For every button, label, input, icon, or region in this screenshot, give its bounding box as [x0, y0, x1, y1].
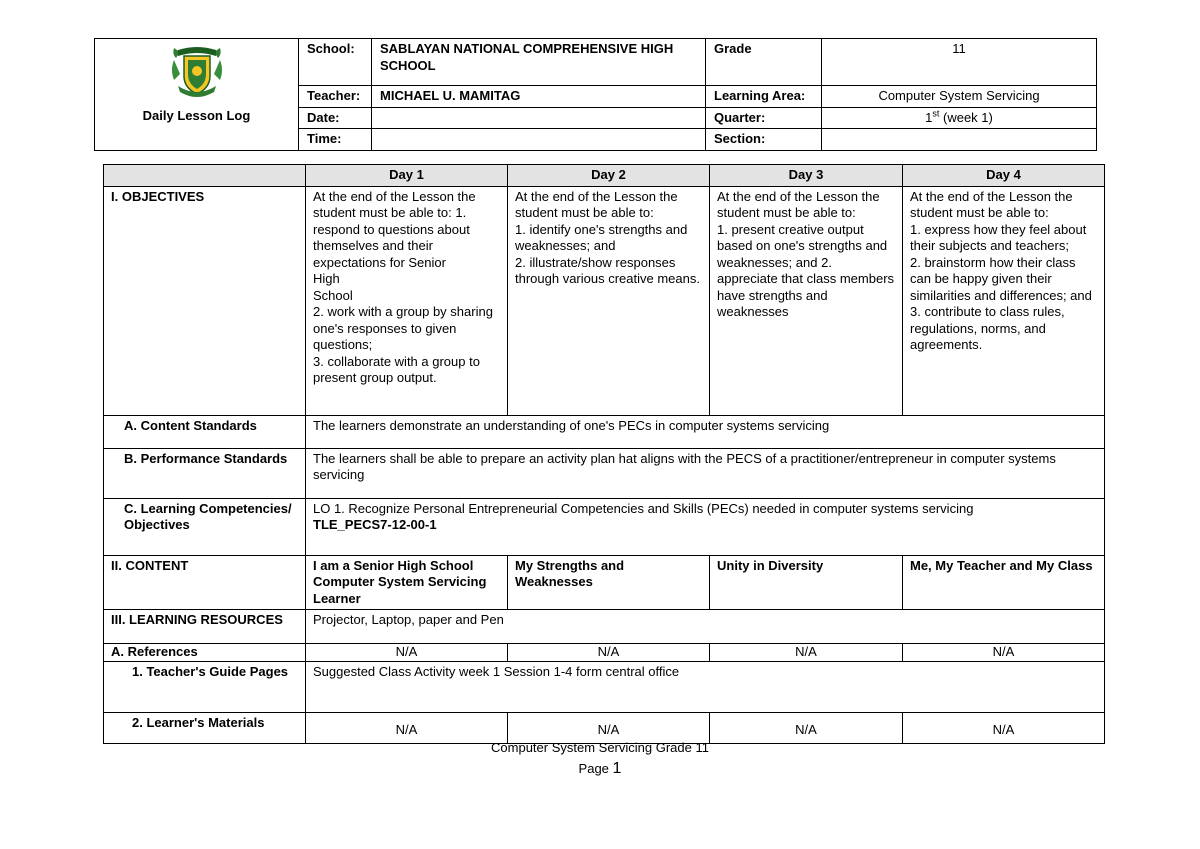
learning-competencies-value: LO 1. Recognize Personal Entrepreneurial Competencies and Skills (PECs) needed in computer systems servicing: [313, 500, 974, 516]
content-day4: Me, My Teacher and My Class: [903, 555, 1105, 610]
performance-standards-label: B. Performance Standards: [104, 448, 306, 498]
content-day1: I am a Senior High School Computer System Servicing Learner: [306, 555, 508, 610]
learners-materials-day3: N/A: [710, 712, 903, 743]
content-day3: Unity in Diversity: [710, 555, 903, 610]
day2-header: Day 2: [508, 165, 710, 187]
references-day2: N/A: [508, 644, 710, 662]
objectives-day1: At the end of the Lesson the student must be able to: 1. respond to questions about themselves and their expectations for Senior High School 2. work with a group by sharing one's responses to given questions; 3. collaborate with a group to present group output.: [306, 186, 508, 415]
quarter-label: Quarter:: [706, 107, 822, 129]
performance-standards-value: The learners shall be able to prepare an activity plan hat aligns with the PECS of a practitioner/entrepreneur in computer systems servicing: [306, 448, 1105, 498]
objectives-day2: At the end of the Lesson the student must be able to: 1. identify one's strengths and weaknesses; and 2. illustrate/show responses through various creative means.: [508, 186, 710, 415]
footer-page: [0, 760, 1200, 778]
learning-area-label: Learning Area:: [706, 86, 822, 108]
day3-header: Day 3: [710, 165, 903, 187]
quarter-week: (week 1): [939, 109, 993, 125]
teacher-label: Teacher:: [299, 86, 372, 108]
learning-competencies-label: C. Learning Competencies/ Objectives: [104, 498, 306, 555]
objectives-label: I. OBJECTIVES: [104, 186, 306, 415]
footer-title: Computer System Servicing Grade 11: [491, 740, 709, 755]
objectives-day4: At the end of the Lesson the student must be able to: 1. express how they feel about their subjects and teachers; 2. brainstorm how their class can be happy given their similarities and differences; and 3. contribute to class rules, regulations, norms, and agreements.: [903, 186, 1105, 415]
logo-cell: [95, 39, 299, 151]
objectives-day3: At the end of the Lesson the student must be able to: 1. present creative output based on one's strengths and weaknesses; and 2. appreciate that class members have strengths and weaknesses: [710, 186, 903, 415]
day4-header: Day 4: [903, 165, 1105, 187]
learning-area-value: Computer System Servicing: [822, 86, 1097, 108]
references-day3: N/A: [710, 644, 903, 662]
references-day4: N/A: [903, 644, 1105, 662]
content-standards-value: The learners demonstrate an understanding of one's PECs in computer systems servicing: [306, 415, 1105, 448]
learning-resources-value: Projector, Laptop, paper and Pen: [306, 610, 1105, 644]
learning-resources-label: III. LEARNING RESOURCES: [104, 610, 306, 644]
quarter-number: 1: [925, 109, 933, 125]
time-label: Time:: [299, 129, 372, 151]
header-table: [94, 38, 1097, 151]
quarter-suffix: st: [932, 108, 940, 119]
school-seal-icon: [170, 44, 224, 102]
content-label: II. CONTENT: [104, 555, 306, 610]
references-day1: N/A: [306, 644, 508, 662]
content-standards-label: A. Content Standards: [104, 415, 306, 448]
time-value: [372, 129, 706, 151]
document-title: Daily Lesson Log: [142, 108, 251, 123]
day1-header: Day 1: [306, 165, 508, 187]
teachers-guide-label: 1. Teacher's Guide Pages: [104, 661, 306, 712]
grade-value: 11: [822, 39, 1097, 86]
date-label: Date:: [299, 107, 372, 129]
page-label: Page: [578, 761, 609, 776]
school-value: SABLAYAN NATIONAL COMPREHENSIVE HIGH SCHOOL: [372, 39, 706, 86]
content-day2: My Strengths and Weaknesses: [508, 555, 710, 610]
page-number: 1: [612, 760, 622, 777]
learning-competencies-cell: [306, 498, 1105, 555]
corner-cell: [104, 165, 306, 187]
learners-materials-day1: N/A: [306, 712, 508, 743]
teachers-guide-value: Suggested Class Activity week 1 Session 1-4 form central office: [306, 661, 1105, 712]
learners-materials-label: 2. Learner's Materials: [104, 712, 306, 743]
teacher-value: MICHAEL U. MAMITAG: [372, 86, 706, 108]
section-value: [822, 129, 1097, 151]
quarter-value: [822, 107, 1097, 129]
learners-materials-day4: N/A: [903, 712, 1105, 743]
learners-materials-day2: N/A: [508, 712, 710, 743]
school-label: School:: [299, 39, 372, 86]
grade-label: Grade: [706, 39, 822, 86]
learning-competencies-code: TLE_PECS7-12-00-1: [313, 517, 437, 532]
references-label: A. References: [104, 644, 306, 662]
section-label: Section:: [706, 129, 822, 151]
date-value: [372, 107, 706, 129]
lesson-table: [103, 164, 1105, 744]
